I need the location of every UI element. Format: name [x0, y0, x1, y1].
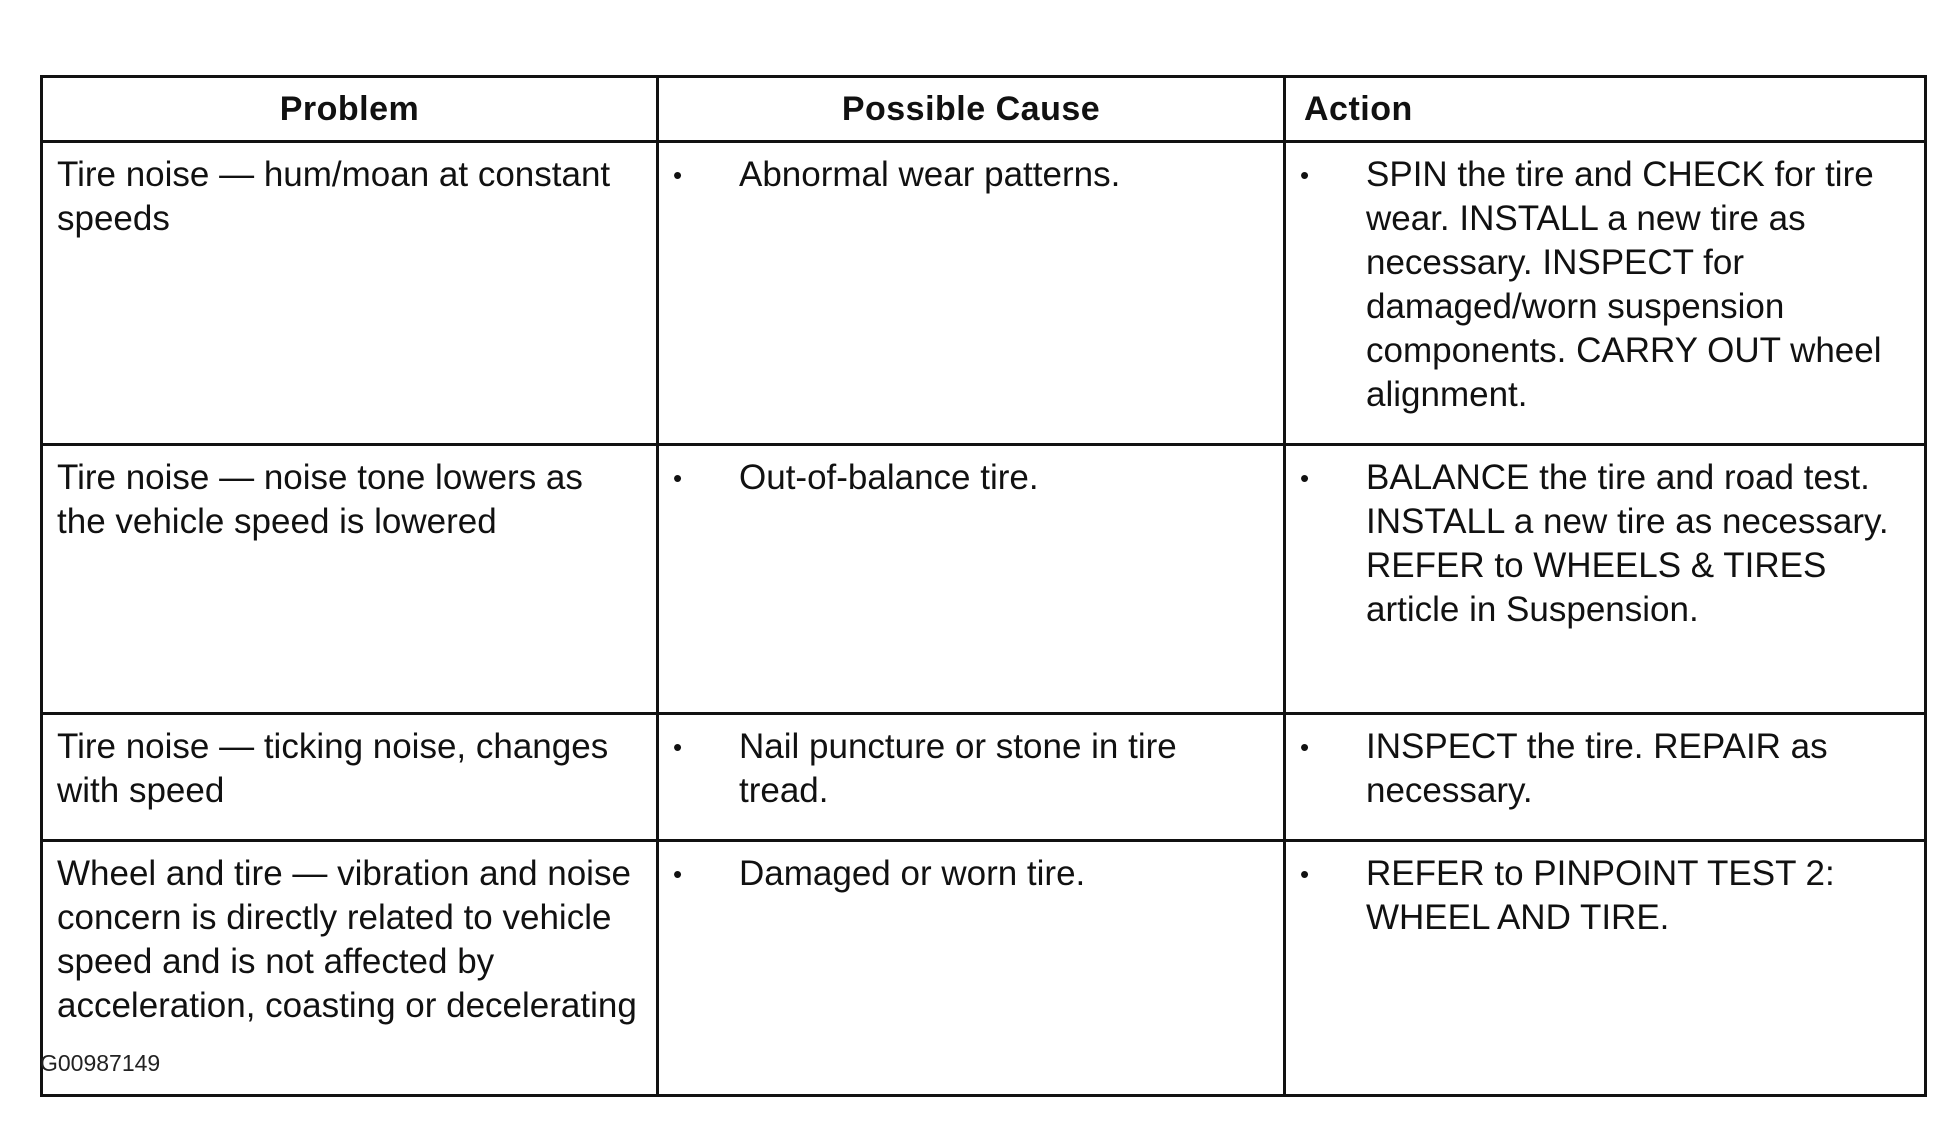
header-possible-cause: Possible Cause — [658, 77, 1285, 142]
diagnosis-table — [40, 75, 1927, 1097]
table-row — [42, 445, 1926, 714]
cause-text: Out-of-balance tire. — [739, 458, 1039, 497]
cause-item — [659, 446, 1283, 510]
bullet-icon: • — [673, 463, 683, 493]
bullet-icon: • — [673, 859, 683, 889]
bullet-icon: • — [673, 160, 683, 190]
problem-cell: Tire noise — noise tone lowers as the vehicle speed is lowered — [42, 445, 658, 714]
cause-item — [659, 842, 1283, 906]
table-row — [42, 142, 1926, 445]
action-text: REFER to PINPOINT TEST 2: WHEEL AND TIRE. — [1366, 854, 1835, 937]
problem-cell: Wheel and tire — vibration and noise concern is directly related to vehicle speed and is not affected by acceleration, coasting or decelerating — [42, 841, 658, 1096]
cause-cell — [658, 841, 1285, 1096]
cause-cell — [658, 714, 1285, 841]
table-row — [42, 714, 1926, 841]
bullet-icon: • — [1300, 732, 1310, 762]
action-cell — [1285, 841, 1926, 1096]
cause-cell — [658, 445, 1285, 714]
cause-text: Abnormal wear patterns. — [739, 155, 1121, 194]
table-row — [42, 841, 1926, 1096]
cause-item — [659, 143, 1283, 207]
action-item — [1286, 715, 1924, 823]
action-item — [1286, 143, 1924, 427]
action-cell — [1285, 714, 1926, 841]
cause-item — [659, 715, 1283, 823]
action-text: SPIN the tire and CHECK for tire wear. INSTALL a new tire as necessary. INSPECT for damaged/worn suspension components. CARRY OUT wheel alignment. — [1366, 155, 1882, 414]
action-item — [1286, 446, 1924, 642]
action-item — [1286, 842, 1924, 950]
bullet-icon: • — [1300, 859, 1310, 889]
bullet-icon: • — [1300, 463, 1310, 493]
header-row — [42, 77, 1926, 142]
header-action: Action — [1285, 77, 1926, 142]
problem-cell: Tire noise — ticking noise, changes with speed — [42, 714, 658, 841]
action-cell — [1285, 142, 1926, 445]
action-text: BALANCE the tire and road test. INSTALL a new tire as necessary. REFER to WHEELS & TIRES article in Suspension. — [1366, 458, 1889, 629]
problem-cell: Tire noise — hum/moan at constant speeds — [42, 142, 658, 445]
bullet-icon: • — [673, 732, 683, 762]
cause-text: Nail puncture or stone in tire tread. — [739, 727, 1177, 810]
header-problem: Problem — [42, 77, 658, 142]
action-text: INSPECT the tire. REPAIR as necessary. — [1366, 727, 1828, 810]
cause-cell — [658, 142, 1285, 445]
cause-text: Damaged or worn tire. — [739, 854, 1086, 893]
action-cell — [1285, 445, 1926, 714]
bullet-icon: • — [1300, 160, 1310, 190]
figure-id: G00987149 — [40, 1050, 161, 1076]
